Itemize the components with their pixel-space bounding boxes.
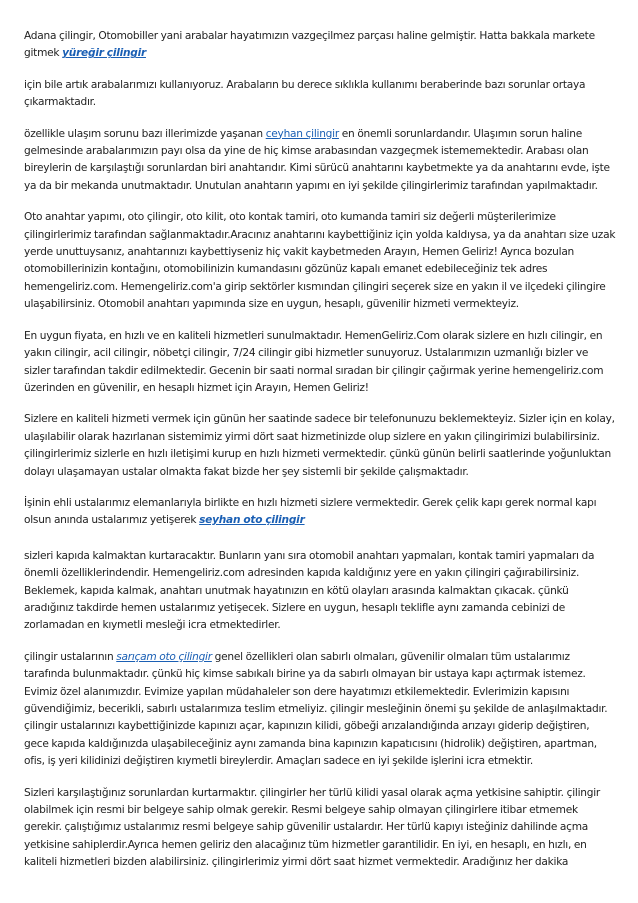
link-seyhan-oto-cilingir[interactable]: seyhan oto çilingir [199,514,305,527]
paragraph-rescue: sizleri kapıda kalmaktan kurtaracaktır. Bunların yanı sıra otomobil anahtarı yapmaları, kontak tamiri yapmaları da önemli özelliklerindendir. Hemengeliriz.com adresinden kapıda kaldığınız yere en yakın çilingiri çağırabilirsiniz. Beklemek, kapıda kalmak, anahtarı unutmak hayatınızın en kötü olayları arasında kalmaktan çıkacak. çünkü aradığınız takdirde hemen ustalarımız yetişecek. Sizlere en uygun, hesaplı teklifle aynı zamanda cebinizi de zorlamadan en kıymetli mesleği icra etmektedirler. [24,549,595,632]
paragraph-qualities-text-1: çilingir ustalarının [24,650,117,663]
paragraph-car-key-services: Oto anahtar yapımı, oto çilingir, oto kilit, oto kontak tamiri, oto kumanda tamiri siz değerli müşterilerimize çilingirlerimiz tarafından sağlanmaktadır.Aracınız anahtarını kaybettiğiniz için yolda kaldıysa, ya da anahtarı size uzak yerde unuttuysanız, anahtarınızı kaybettiyseniz hiç vakit kaybetmeden Arayın, Hemen Geliriz! Ayrıca bozulan otomobillerinizin kontağını, otomobilinizin kumandasını gözünüz kapalı emanet edebileceğiniz tek adres hemengeliriz.com. Hemengeliriz.com'a girip sektörler kısmından çilingiri seçerek size en yakın il ve ilçedeki çilingire ulaşabilirsiniz. Otomobil anahtarı yapımında size en uygun, hesaplı, güvenilir hizmeti vermekteyiz. [24,211,616,311]
paragraph-intro-text: Adana çilingir, Otomobiller yani arabalar hayatımızın vazgeçilmez parçası haline gelmiştir. Hatta bakkala markete gitmek [24,30,595,60]
paragraph-transport-text-1: özellikle ulaşım sorunu bazı illerimizde yaşanan [24,127,266,140]
paragraph-locksmith-qualities [24,649,616,771]
paragraph-expert-text: İşinin ehli ustalarımız elemanlarıyla birlikte en hızlı hizmeti sizlere vermektedir. Gerek çelik kapı gerek normal kapı olsun anında ustalarımız yetişerek [24,496,597,527]
paragraph-expert-staff [24,495,616,530]
link-ceyhan-cilingir[interactable]: ceyhan çilingir [265,127,339,140]
paragraph-transport-text-2: en önemli sorunlardandır. Ulaşımın sorun haline gelmesinde arabalarımızın payı olsa da yine de hiç kimse arabasından vazgeçmek istememektedir. Arabası olan bireylerin de karşılaştığı sorunlardan biri anahtarıdır. Kimi sürücü anahtarını kaybetmekte ya da anahtarını evde, işte ya da bir mekanda unutmaktadır. Unutulan anahtarın yapımı en iyi şekilde çilingirlerimiz tarafından yapılmaktadır. [24,127,610,192]
paragraph-pricing: En uygun fiyata, en hızlı ve en kaliteli hizmetleri sunulmaktadır. HemenGeliriz.Com olarak sizlere en hızlı cilingir, en yakın cilingir, acil cilingir, nöbetçi cilingir, 7/24 cilingir gibi hizmetler sunuyoruz. Ustalarımızın uzmanlığı bizler ve sizler tarafından takdir edilmektedir. Gecenin bir saati normal sıradan bir çilingir çağırmak yerine hemengeliriz.com üzerinden en güvenilir, en hesaplı hizmet için Arayın, Hemen Geliriz! [24,329,604,394]
paragraph-24-7-service: Sizlere en kaliteli hizmeti vermek için günün her saatinde sadece bir telefonunuzu beklemekteyiz. Sizler için en kolay, ulaşılabilir olarak hazırlanan sistemimiz yirmi dört saat hizmetinizde olup sizlere en yakın çilingirimizi bulabilirsiniz. çilingirlerimiz sizlerle en hızlı iletişimi kurup en hızlı hizmeti vermektedir. çünkü günün belirli saatlerinde yoğunluktan dolayı ulaşamayan ustalar olmakta fakat bizde her şey sistemli bir şekilde çalışmaktadır. [24,413,615,478]
paragraph-qualities-text-2: genel özellikleri olan sabırlı olmaları, güvenilir olmaları tüm ustalarımız tarafında bulunmaktadır. çünkü hiç kimse sabıkalı birine ya da sabırlı olmayan bir ustaya kapı açtırmak istemez. Evimiz özel alanımızdır. Evimize yapılan müdahaleler son dere hayatımızı etkilemektedir. Evlerimizin kapısını güvendiğimiz, becerikli, sabırlı ustalarımıza teslim etmeliyiz. çilingir mesleğinin önemi şu şekilde de anlaşılmaktadır. çilingir ustalarınızı kaybettiğinizde kapınızı açar, kapınızın kilidi, göbeği arızalandığında arızayı giderip değiştiren, gece kapıda kaldığınızda ulaşabileceğiniz aynı zamanda bina kapınızın kapatıcısını (hidrolik) değiştiren, apartman, ofis, iş yeri kilidinizi değiştiren kıymetli bireylerdir. Amaçları sadece en iyi şekilde işlerini icra etmektir. [24,650,608,768]
paragraph-intro [24,28,616,63]
paragraph-cars-usage: için bile artık arabalarımızı kullanıyoruz. Arabaların bu derece sıklıkla kullanımı beraberinde bazı sorunlar ortaya çıkarmaktadır. [24,78,586,109]
link-yuregir-cilingir[interactable]: yüreğir çilingir [62,47,146,60]
link-saricam-oto-cilingir[interactable]: sarıçam oto çilingir [116,650,212,663]
paragraph-licensing: Sizleri karşılaştığınız sorunlardan kurtarmaktır. çilingirler her türlü kilidi yasal olarak açma yetkisine sahiptir. çilingir olabilmek için resmi bir belgeye sahip olmak gerekir. Resmi belgeye sahip olmayan çilingirlere itibar etmemek gerekir. çalıştığımız ustalarımız resmi belgeye sahip güvenilir ustalardır. Her türlü kapıyı isteğiniz dahilinde açma yetkisine sahiplerdir.Ayrıca hemen geliriz den alacağınız tüm hizmetler garantilidir. En iyi, en hesaplı, en hızlı, en kaliteli hizmetleri bizden alabilirsiniz. çilingirlerimiz yirmi dört saat hizmet vermektedir. Aradığınız her dakika [24,786,601,869]
paragraph-transport-problem [24,126,616,196]
